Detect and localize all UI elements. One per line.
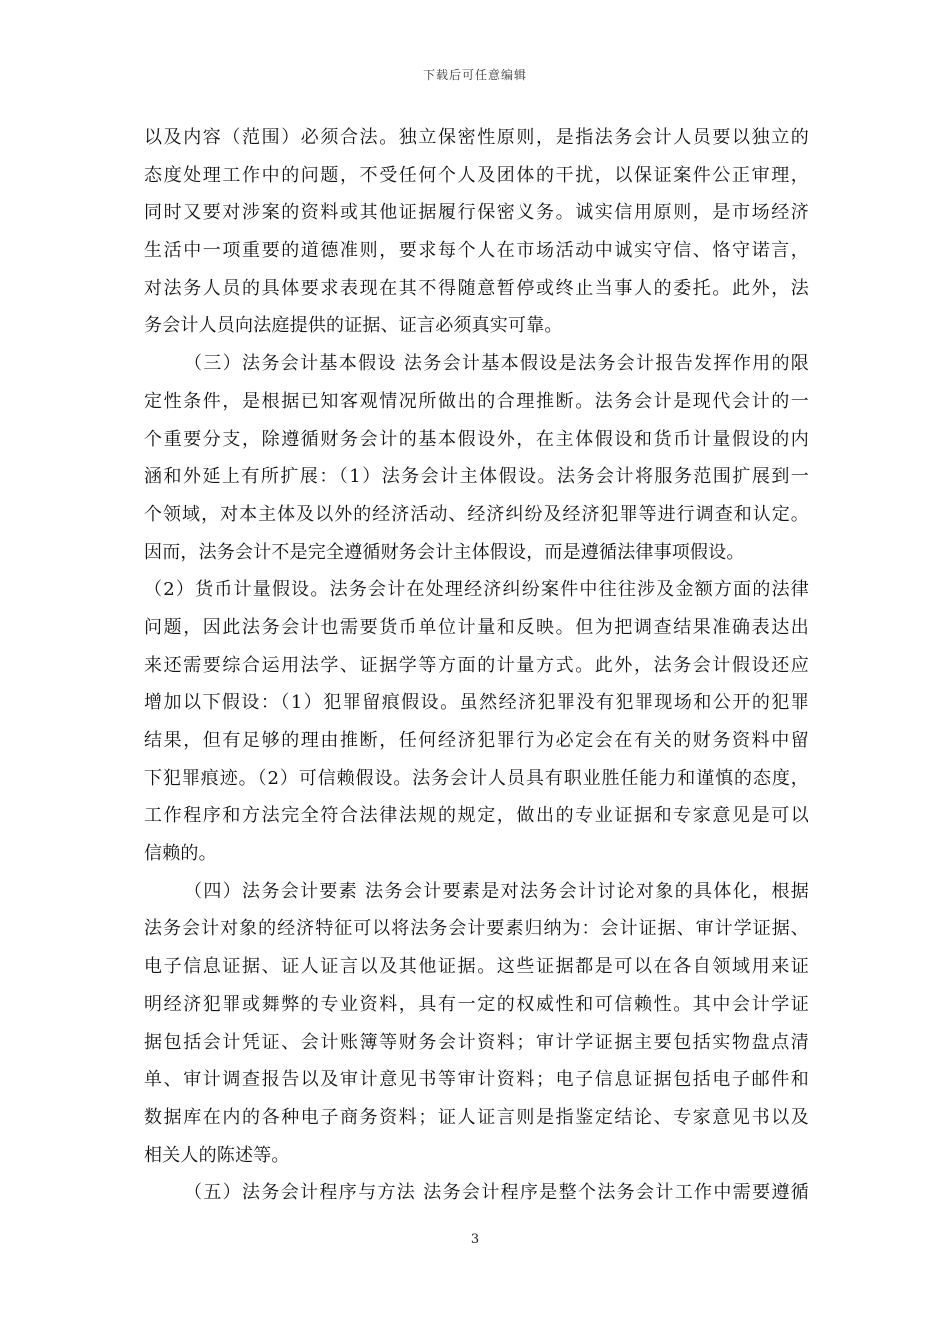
text-line: 来还需要综合运用法学、证据学等方面的计量方式。此外，法务会计假设还应 bbox=[144, 654, 809, 676]
text-line: 明经济犯罪或舞弊的专业资料，具有一定的权威性和可信赖性。其中会计学证 bbox=[144, 993, 809, 1015]
text-line: 对法务人员的具体要求表现在其不得随意暂停或终止当事人的委托。此外，法 bbox=[144, 277, 809, 299]
text-line: 法务会计对象的经济特征可以将法务会计要素归纳为：会计证据、审计学证据、 bbox=[144, 918, 809, 940]
text-line: 态度处理工作中的问题，不受任何个人及团体的干扰，以保证案件公正审理， bbox=[144, 164, 809, 186]
text-line: 生活中一项重要的道德准则，要求每个人在市场活动中诚实守信、恪守诺言， bbox=[144, 240, 809, 262]
text-line: 据包括会计凭证、会计账簿等财务会计资料；审计学证据主要包括实物盘点清 bbox=[144, 1031, 809, 1053]
text-line: 务会计人员向法庭提供的证据、证言必须真实可靠。 bbox=[144, 315, 563, 337]
page-header: 下载后可任意编辑 bbox=[422, 68, 527, 82]
text-line: 相关人的陈述等。 bbox=[144, 1144, 290, 1166]
text-line: 定性条件，是根据已知客观情况所做出的合理推断。法务会计是现代会计的一 bbox=[144, 390, 809, 412]
text-line: 问题，因此法务会计也需要货币单位计量和反映。但为把调查结果准确表达出 bbox=[144, 616, 809, 638]
text-line: （四）法务会计要素 法务会计要素是对法务会计讨论对象的具体化，根据 bbox=[184, 880, 809, 902]
text-line: 同时又要对涉案的资料或其他证据履行保密义务。诚实信用原则，是市场经济 bbox=[144, 202, 809, 224]
page-number: 3 bbox=[470, 1232, 480, 1247]
text-line: 增加以下假设：（1）犯罪留痕假设。虽然经济犯罪没有犯罪现场和公开的犯罪 bbox=[144, 692, 809, 714]
text-line: 下犯罪痕迹。（2）可信赖假设。法务会计人员具有职业胜任能力和谨慎的态度， bbox=[144, 767, 809, 789]
text-line: 因而，法务会计不是完全遵循财务会计主体假设，而是遵循法律事项假设。 bbox=[144, 541, 745, 563]
text-line: （三）法务会计基本假设 法务会计基本假设是法务会计报告发挥作用的限 bbox=[184, 353, 809, 375]
text-line: 个领域，对本主体及以外的经济活动、经济纠纷及经济犯罪等进行调查和认定。 bbox=[144, 503, 809, 525]
body-text bbox=[144, 119, 809, 1212]
text-line: （五）法务会计程序与方法 法务会计程序是整个法务会计工作中需要遵循 bbox=[184, 1182, 809, 1204]
text-line: 单、审计调查报告以及审计意见书等审计资料；电子信息证据包括电子邮件和 bbox=[144, 1069, 809, 1091]
text-line: 涵和外延上有所扩展：（1）法务会计主体假设。法务会计将服务范围扩展到一 bbox=[144, 466, 809, 488]
text-line: （2）货币计量假设。法务会计在处理经济纠纷案件中往往涉及金额方面的法律 bbox=[144, 579, 809, 601]
text-line: 以及内容（范围）必须合法。独立保密性原则，是指法务会计人员要以独立的 bbox=[144, 127, 809, 148]
text-line: 信赖的。 bbox=[144, 843, 217, 865]
text-line: 工作程序和方法完全符合法律法规的规定，做出的专业证据和专家意见是可以 bbox=[144, 805, 809, 827]
text-line: 电子信息证据、证人证言以及其他证据。这些证据都是可以在各自领域用来证 bbox=[144, 956, 809, 978]
text-line: 结果，但有足够的理由推断，任何经济犯罪行为必定会在有关的财务资料中留 bbox=[144, 730, 809, 751]
text-line: 个重要分支，除遵循财务会计的基本假设外，在主体假设和货币计量假设的内 bbox=[144, 428, 809, 450]
text-line: 数据库在内的各种电子商务资料；证人证言则是指鉴定结论、专家意见书以及 bbox=[144, 1106, 809, 1128]
